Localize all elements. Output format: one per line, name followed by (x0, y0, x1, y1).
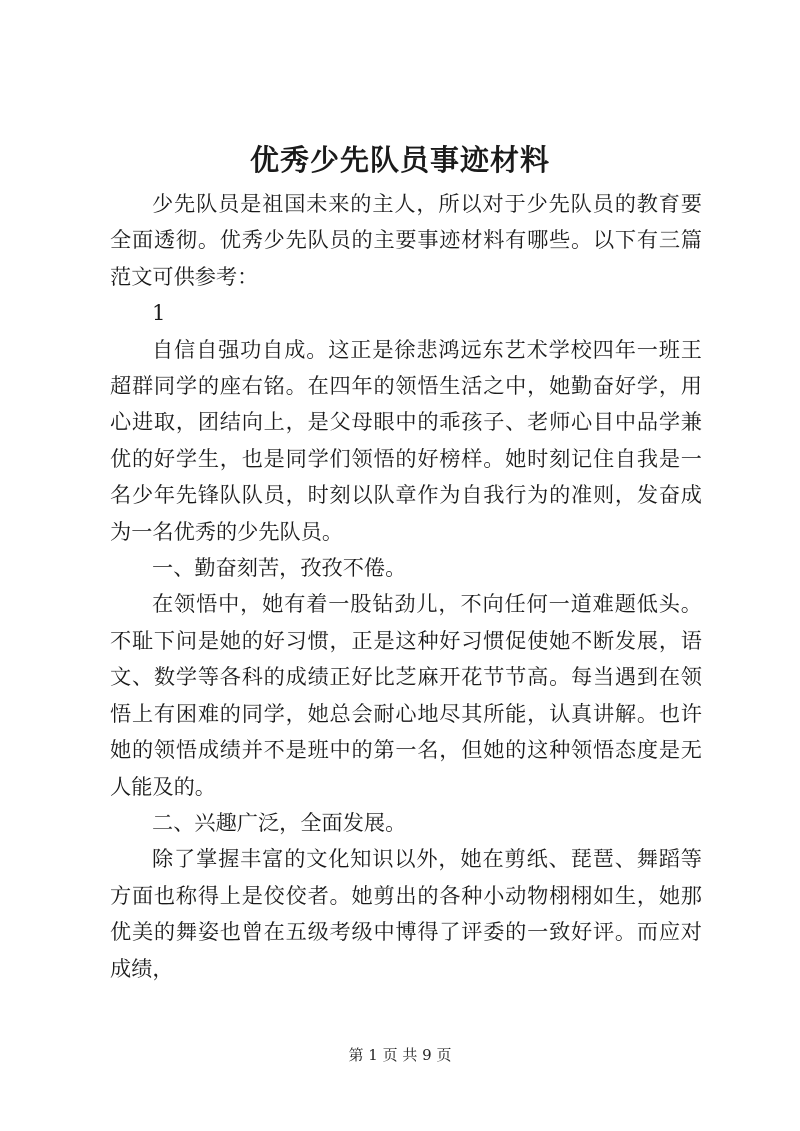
section-heading-interests: 二、兴趣广泛，全面发展。 (152, 809, 407, 835)
paragraph-motto: 自信自强功自成。这正是徐悲鸿远东艺术学校四年一班王超群同学的座右铭。在四年的领悟生活之中，她勤奋好学，用心进取，团结向上，是父母眼中的乖孩子、老师心目中品学兼优的好学生，也是同学们领悟的好榜样。她时刻记住自我是一名少年先锋队队员，时刻以队章作为自我行为的准则，发奋成为一名优秀的少先队员。 (110, 336, 702, 544)
document-title: 优秀少先队员事迹材料 (249, 143, 550, 177)
paragraph-intro: 少先队员是祖国未来的主人，所以对于少先队员的教育要全面透彻。优秀少先队员的主要事迹材料有哪些。以下有三篇范文可供参考： (110, 191, 702, 289)
document-body (110, 186, 702, 987)
page-footer: 第 1 页 共 9 页 (348, 1046, 452, 1064)
paragraph-diligence: 在领悟中，她有着一股钻劲儿，不向任何一道难题低头。不耻下问是她的好习惯，正是这种好习惯促使她不断发展，语文、数学等各科的成绩正好比芝麻开花节节高。每当遇到在领悟上有困难的同学，她总会耐心地尽其所能，认真讲解。也许她的领悟成绩并不是班中的第一名，但她的这种领悟态度是无人能及的。 (110, 591, 702, 799)
section-heading-diligence: 一、勤奋刻苦，孜孜不倦。 (152, 555, 407, 581)
paragraph-interests: 除了掌握丰富的文化知识以外，她在剪纸、琵琶、舞蹈等方面也称得上是佼佼者。她剪出的各种小动物栩栩如生，她那优美的舞姿也曾在五级考级中博得了评委的一致好评。而应对成绩， (110, 846, 702, 981)
section-number: 1 (152, 300, 166, 326)
